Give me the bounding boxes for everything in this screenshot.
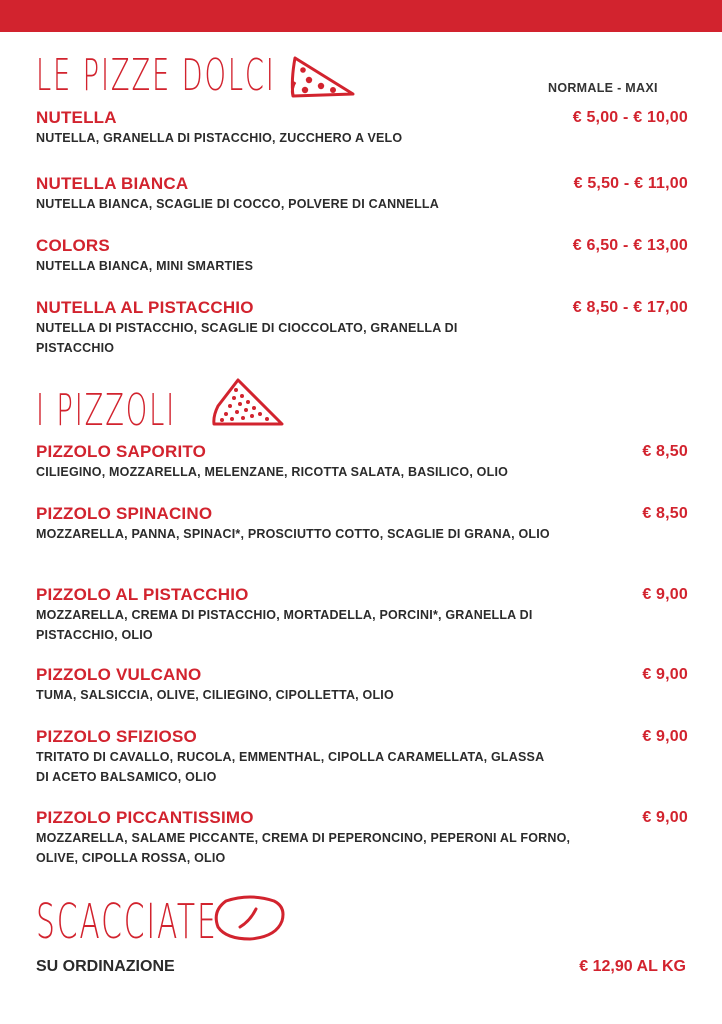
item-price: € 8,50 xyxy=(642,443,688,460)
menu-item xyxy=(36,808,688,868)
pizzoli-section-title: I PIZZOLI xyxy=(36,385,177,436)
item-name: NUTELLA AL PISTACCHIO xyxy=(36,298,254,317)
item-name: PIZZOLO VULCANO xyxy=(36,665,202,684)
order-label: SU ORDINAZIONE xyxy=(36,958,175,975)
item-name: PIZZOLO SAPORITO xyxy=(36,442,207,461)
item-description: TRITATO DI CAVALLO, RUCOLA, EMMENTHAL, CIPOLLA CARAMELLATA, GLASSA DI ACETO BALSAMICO, OLIO xyxy=(36,750,544,784)
item-name: PIZZOLO AL PISTACCHIO xyxy=(36,585,249,604)
item-name: PIZZOLO SPINACINO xyxy=(36,504,213,523)
menu-item xyxy=(36,665,688,705)
item-description: MOZZARELLA, SALAME PICCANTE, CREMA DI PEPERONCINO, PEPERONI AL FORNO, OLIVE, CIPOLLA ROSSA, OLIO xyxy=(36,831,571,865)
menu-item xyxy=(36,174,688,214)
menu-item xyxy=(36,298,688,358)
item-description: NUTELLA BIANCA, MINI SMARTIES xyxy=(36,259,254,273)
item-price: € 9,00 xyxy=(642,728,688,745)
item-price: € 9,00 xyxy=(642,586,688,603)
item-price: € 9,00 xyxy=(642,666,688,683)
item-price: € 5,50 - € 11,00 xyxy=(573,175,688,192)
menu-item xyxy=(36,442,688,482)
pizza-slice-icon xyxy=(210,376,286,428)
menu-item xyxy=(36,585,688,645)
item-description: TUMA, SALSICCIA, OLIVE, CILIEGINO, CIPOLLETTA, OLIO xyxy=(36,688,394,702)
price-column-header: NORMALE - MAXI xyxy=(548,81,658,95)
menu-item xyxy=(36,108,688,148)
item-description: MOZZARELLA, CREMA DI PISTACCHIO, MORTADELLA, PORCINI*, GRANELLA DI PISTACCHIO, OLIO xyxy=(36,608,533,642)
item-description: NUTELLA DI PISTACCHIO, SCAGLIE DI CIOCCOLATO, GRANELLA DI PISTACCHIO xyxy=(36,321,458,355)
top-banner-bar xyxy=(0,0,722,32)
item-name: COLORS xyxy=(36,236,110,255)
item-description: NUTELLA BIANCA, SCAGLIE DI COCCO, POLVERE DI CANNELLA xyxy=(36,197,439,211)
item-name: PIZZOLO PICCANTISSIMO xyxy=(36,808,254,827)
item-price: € 8,50 xyxy=(642,505,688,522)
scacciata-icon xyxy=(210,893,288,945)
item-name: NUTELLA xyxy=(36,108,117,127)
dolci-section-title: LE PIZZE DOLCI xyxy=(36,50,276,101)
scacciate-section-title: SCACCIATE xyxy=(36,894,218,950)
menu-item xyxy=(36,504,688,544)
item-name: PIZZOLO SFIZIOSO xyxy=(36,727,197,746)
item-name: NUTELLA BIANCA xyxy=(36,174,189,193)
item-description: NUTELLA, GRANELLA DI PISTACCHIO, ZUCCHERO A VELO xyxy=(36,131,403,145)
menu-item xyxy=(36,727,688,787)
item-price: € 8,50 - € 17,00 xyxy=(572,299,688,316)
item-description: MOZZARELLA, PANNA, SPINACI*, PROSCIUTTO COTTO, SCAGLIE DI GRANA, OLIO xyxy=(36,527,550,541)
item-description: CILIEGINO, MOZZARELLA, MELENZANE, RICOTTA SALATA, BASILICO, OLIO xyxy=(36,465,509,479)
item-price: € 6,50 - € 13,00 xyxy=(572,237,688,254)
menu-item xyxy=(36,236,688,276)
pizza-slice-icon xyxy=(287,52,357,100)
item-price: € 9,00 xyxy=(642,809,688,826)
item-price: € 5,00 - € 10,00 xyxy=(572,109,688,126)
scacciate-price: € 12,90 AL KG xyxy=(579,958,686,975)
